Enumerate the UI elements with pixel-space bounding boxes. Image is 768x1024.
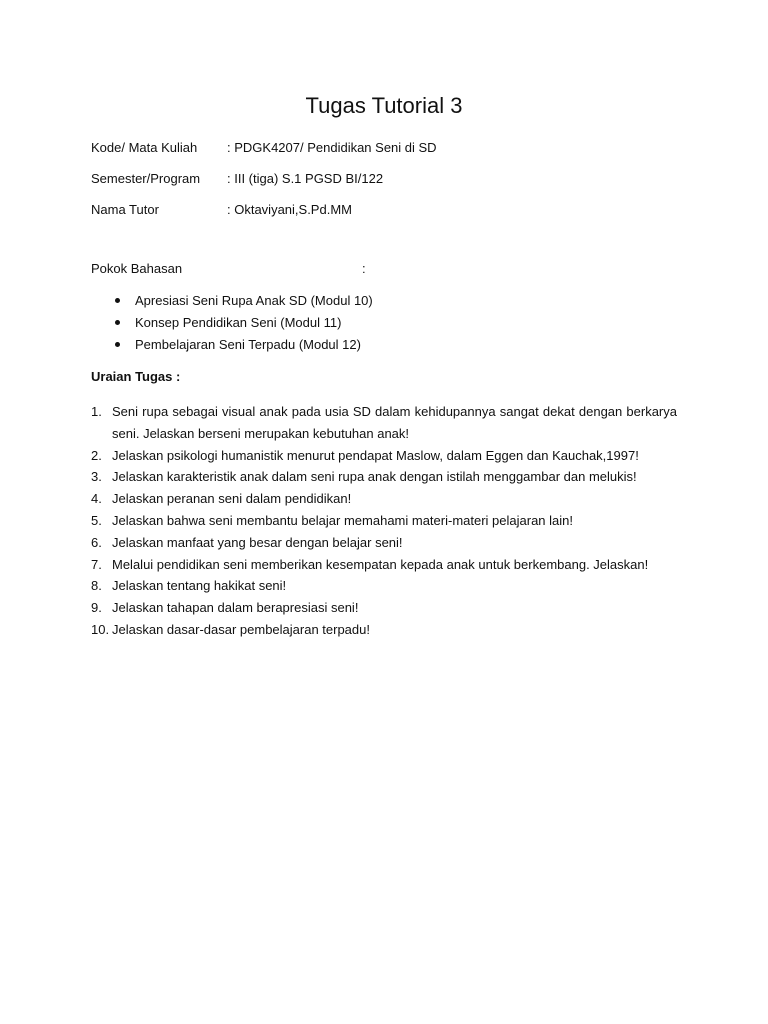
list-item	[112, 314, 672, 336]
task-number: 6.	[91, 534, 102, 550]
meta-row-tutor	[91, 202, 691, 218]
list-item-text: Apresiasi Seni Rupa Anak SD (Modul 10)	[135, 293, 373, 308]
task-item	[91, 554, 677, 576]
list-item	[112, 336, 672, 358]
meta-value: : Oktaviyani,S.Pd.MM	[227, 202, 352, 217]
task-list	[91, 401, 677, 641]
task-text: Seni rupa sebagai visual anak pada usia SD dalam kehidupannya sangat dekat dengan berkarya seni. Jelaskan berseni merupakan kebutuhan anak!	[112, 404, 677, 441]
pokok-bahasan-list	[112, 292, 672, 358]
meta-value: : PDGK4207/ Pendidikan Seni di SD	[227, 140, 437, 155]
task-number: 8.	[91, 578, 102, 594]
task-number: 10.	[91, 621, 110, 637]
task-text: Jelaskan bahwa seni membantu belajar memahami materi-materi pelajaran lain!	[112, 512, 573, 528]
task-text: Jelaskan manfaat yang besar dengan belajar seni!	[112, 534, 403, 550]
task-item	[91, 575, 677, 597]
task-item	[91, 488, 677, 510]
task-item	[91, 445, 677, 467]
bullet-icon	[115, 298, 120, 303]
pokok-bahasan-row	[91, 261, 691, 277]
meta-label: Nama Tutor	[91, 202, 159, 217]
document-title: Tugas Tutorial 3	[305, 93, 463, 118]
meta-label: Kode/ Mata Kuliah	[91, 140, 198, 155]
task-number: 5.	[91, 512, 102, 528]
bullet-icon	[115, 342, 120, 347]
meta-value: : III (tiga) S.1 PGSD BI/122	[227, 171, 384, 186]
task-number: 9.	[91, 600, 102, 616]
task-text: Jelaskan peranan seni dalam pendidikan!	[112, 491, 352, 507]
task-text: Jelaskan tahapan dalam berapresiasi seni!	[112, 600, 359, 616]
task-text: Melalui pendidikan seni memberikan kesempatan kepada anak untuk berkembang. Jelaskan!	[112, 556, 649, 572]
list-item-text: Konsep Pendidikan Seni (Modul 11)	[135, 315, 342, 330]
bullet-icon	[115, 320, 120, 325]
task-text: Jelaskan tentang hakikat seni!	[112, 578, 287, 594]
meta-row-kode	[91, 140, 691, 156]
task-text: Jelaskan dasar-dasar pembelajaran terpadu!	[112, 621, 370, 637]
task-item	[91, 619, 677, 641]
task-item	[91, 597, 677, 619]
task-number: 1.	[91, 404, 102, 419]
task-item	[91, 401, 677, 445]
pokok-bahasan-separator: :	[362, 261, 366, 276]
task-number: 3.	[91, 469, 102, 485]
meta-label: Semester/Program	[91, 171, 201, 186]
uraian-tugas-heading: Uraian Tugas :	[91, 369, 181, 384]
task-item	[91, 466, 677, 488]
meta-row-semester	[91, 171, 691, 187]
task-number: 4.	[91, 491, 102, 507]
list-item-text: Pembelajaran Seni Terpadu (Modul 12)	[135, 337, 361, 352]
pokok-bahasan-label: Pokok Bahasan	[91, 261, 183, 276]
list-item	[112, 292, 672, 314]
task-number: 7.	[91, 556, 102, 572]
task-item	[91, 532, 677, 554]
task-text: Jelaskan karakteristik anak dalam seni rupa anak dengan istilah menggambar dan melukis!	[112, 469, 637, 485]
task-item	[91, 510, 677, 532]
task-number: 2.	[91, 447, 102, 463]
task-text: Jelaskan psikologi humanistik menurut pendapat Maslow, dalam Eggen dan Kauchak,1997!	[112, 447, 639, 463]
